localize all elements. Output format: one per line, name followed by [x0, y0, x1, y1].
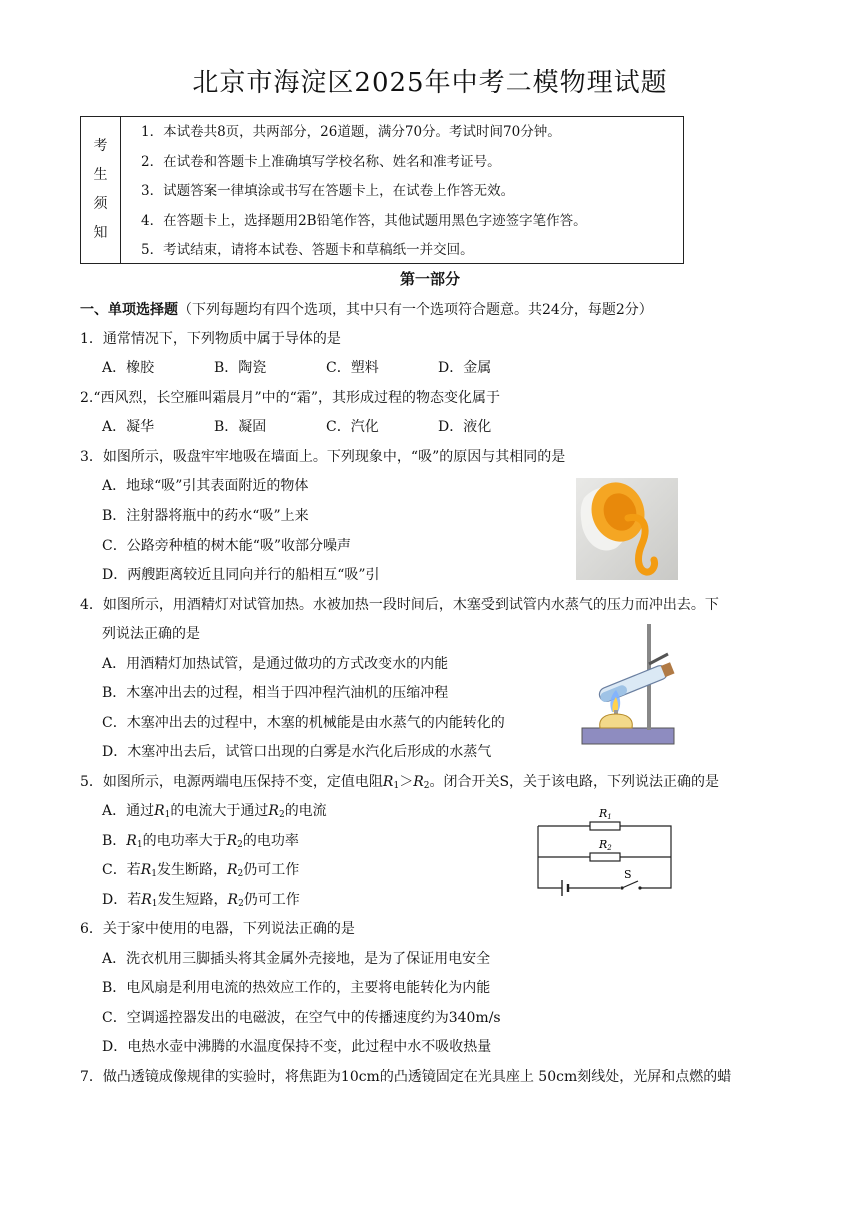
question-1-stem: 1．通常情况下，下列物质中属于导体的是	[80, 331, 341, 347]
question-4-stem-line-1: 4．如图所示，用酒精灯对试管加热。水被加热一段时间后，木塞受到试管内水蒸气的压力而冲出去。下	[80, 597, 719, 613]
r1-label: R1	[599, 807, 612, 821]
question-6-option-c: C．空调遥控器发出的电磁波，在空气中的传播速度约为340m/s	[102, 1010, 501, 1026]
part-title: 第一部分	[399, 270, 460, 288]
clamp-arm	[649, 654, 668, 664]
notice-label-char: 生	[93, 167, 108, 183]
question-5-option-d: D．若$R_1$发生短路，$R_2$仍可工作	[102, 892, 300, 909]
question-4-option-d: D．木塞冲出去后，试管口出现的白雾是水汽化后形成的水蒸气	[102, 744, 492, 760]
notice-item: 1．本试卷共8页，共两部分，26道题，满分70分。考试时间70分钟。	[141, 124, 561, 140]
test-tube	[597, 661, 675, 703]
question-4-stem-line-2: 列说法正确的是	[102, 626, 200, 642]
candidate-notice-box	[80, 116, 684, 264]
circuit-diagram	[530, 800, 680, 900]
option-a: A．凝华	[102, 419, 155, 435]
notice-item: 5．考试结束，请将本试卷、答题卡和草稿纸一并交回。	[141, 242, 474, 258]
question-6-stem: 6．关于家中使用的电器，下列说法正确的是	[80, 921, 355, 937]
question-2-options	[102, 417, 491, 437]
option-d: D．金属	[438, 360, 492, 376]
question-5-option-c: C．若$R_1$发生断路，$R_2$仍可工作	[102, 862, 300, 879]
resistor-r1	[590, 822, 620, 830]
question-3-option-c: C．公路旁种植的树木能“吸”收部分噪声	[102, 538, 352, 554]
option-b: B．凝固	[214, 419, 267, 435]
question-3-option-b: B．注射器将瓶中的药水“吸”上来	[102, 508, 309, 524]
alcohol-lamp	[600, 714, 633, 728]
resistor-r2	[590, 853, 620, 861]
switch-label: S	[624, 868, 632, 881]
section-heading-note: （下列每题均有四个选项，其中只有一个选项符合题意。共24分，每题2分）	[178, 302, 653, 318]
question-6-option-a: A．洗衣机用三脚插头将其金属外壳接地，是为了保证用电安全	[102, 951, 491, 967]
question-6-option-b: B．电风扇是利用电流的热效应工作的，主要将电能转化为内能	[102, 980, 491, 996]
question-6-option-d: D．电热水壶中沸腾的水温度保持不变，此过程中水不吸收热量	[102, 1039, 492, 1055]
exam-title: 北京市海淀区2025年中考二模物理试题	[192, 68, 668, 98]
r2-label: R2	[599, 838, 612, 852]
notice-label	[81, 117, 121, 263]
switch-blade	[622, 881, 638, 888]
suction-hook-photo	[576, 478, 678, 580]
notice-label-char: 须	[93, 196, 108, 212]
question-7-stem: 7．做凸透镜成像规律的实验时，将焦距为10cm的凸透镜固定在光具座上 50cm刻线处，光屏和点燃的蜡	[80, 1069, 732, 1085]
notice-label-char: 考	[93, 138, 108, 154]
stand-base	[582, 728, 674, 744]
question-1-options	[102, 358, 491, 378]
notice-items	[141, 119, 679, 267]
question-4-option-b: B．木塞冲出去的过程，相当于四冲程汽油机的压缩冲程	[102, 685, 449, 701]
question-5-stem: 5．如图所示，电源两端电压保持不变，定值电阻$R_1>R_2$。闭合开关S，关于该电路，下列说法正确的是	[80, 774, 720, 791]
question-3-stem: 3．如图所示，吸盘牢牢地吸在墙面上。下列现象中，“吸”的原因与其相同的是	[80, 449, 566, 465]
question-3-option-a: A．地球“吸”引其表面附近的物体	[102, 478, 309, 494]
notice-label-char: 知	[93, 225, 108, 241]
question-4-option-a: A．用酒精灯加热试管，是通过做功的方式改变水的内能	[102, 656, 449, 672]
question-2-stem: 2.“西风烈，长空雁叫霜晨月”中的“霜”，其形成过程的物态变化属于	[80, 390, 500, 406]
test-tube-heating-figure	[580, 620, 680, 748]
option-a: A．橡胶	[102, 360, 155, 376]
notice-item: 2．在试卷和答题卡上准确填写学校名称、姓名和准考证号。	[141, 153, 501, 170]
section-heading-title: 一、单项选择题	[80, 302, 178, 318]
option-b: B．陶瓷	[214, 360, 267, 376]
notice-item: 4．在答题卡上，选择题用2B铅笔作答，其他试题用黑色字迹签字笔作答。	[141, 212, 587, 229]
section-heading	[80, 300, 653, 320]
option-c: C．汽化	[326, 419, 379, 435]
question-5-option-a: A．通过$R_1$的电流大于通过$R_2$的电流	[102, 803, 327, 820]
option-d: D．液化	[438, 419, 492, 435]
question-4-option-c: C．木塞冲出去的过程中，木塞的机械能是由水蒸气的内能转化的	[102, 715, 505, 731]
option-c: C．塑料	[326, 360, 379, 376]
question-5-option-b: B．$R_1$的电功率大于$R_2$的电功率	[102, 833, 299, 850]
notice-item: 3．试题答案一律填涂或书写在答题卡上，在试卷上作答无效。	[141, 183, 515, 199]
question-3-option-d: D．两艘距离较近且同向并行的船相互“吸”引	[102, 567, 380, 583]
switch-contact	[638, 886, 641, 889]
